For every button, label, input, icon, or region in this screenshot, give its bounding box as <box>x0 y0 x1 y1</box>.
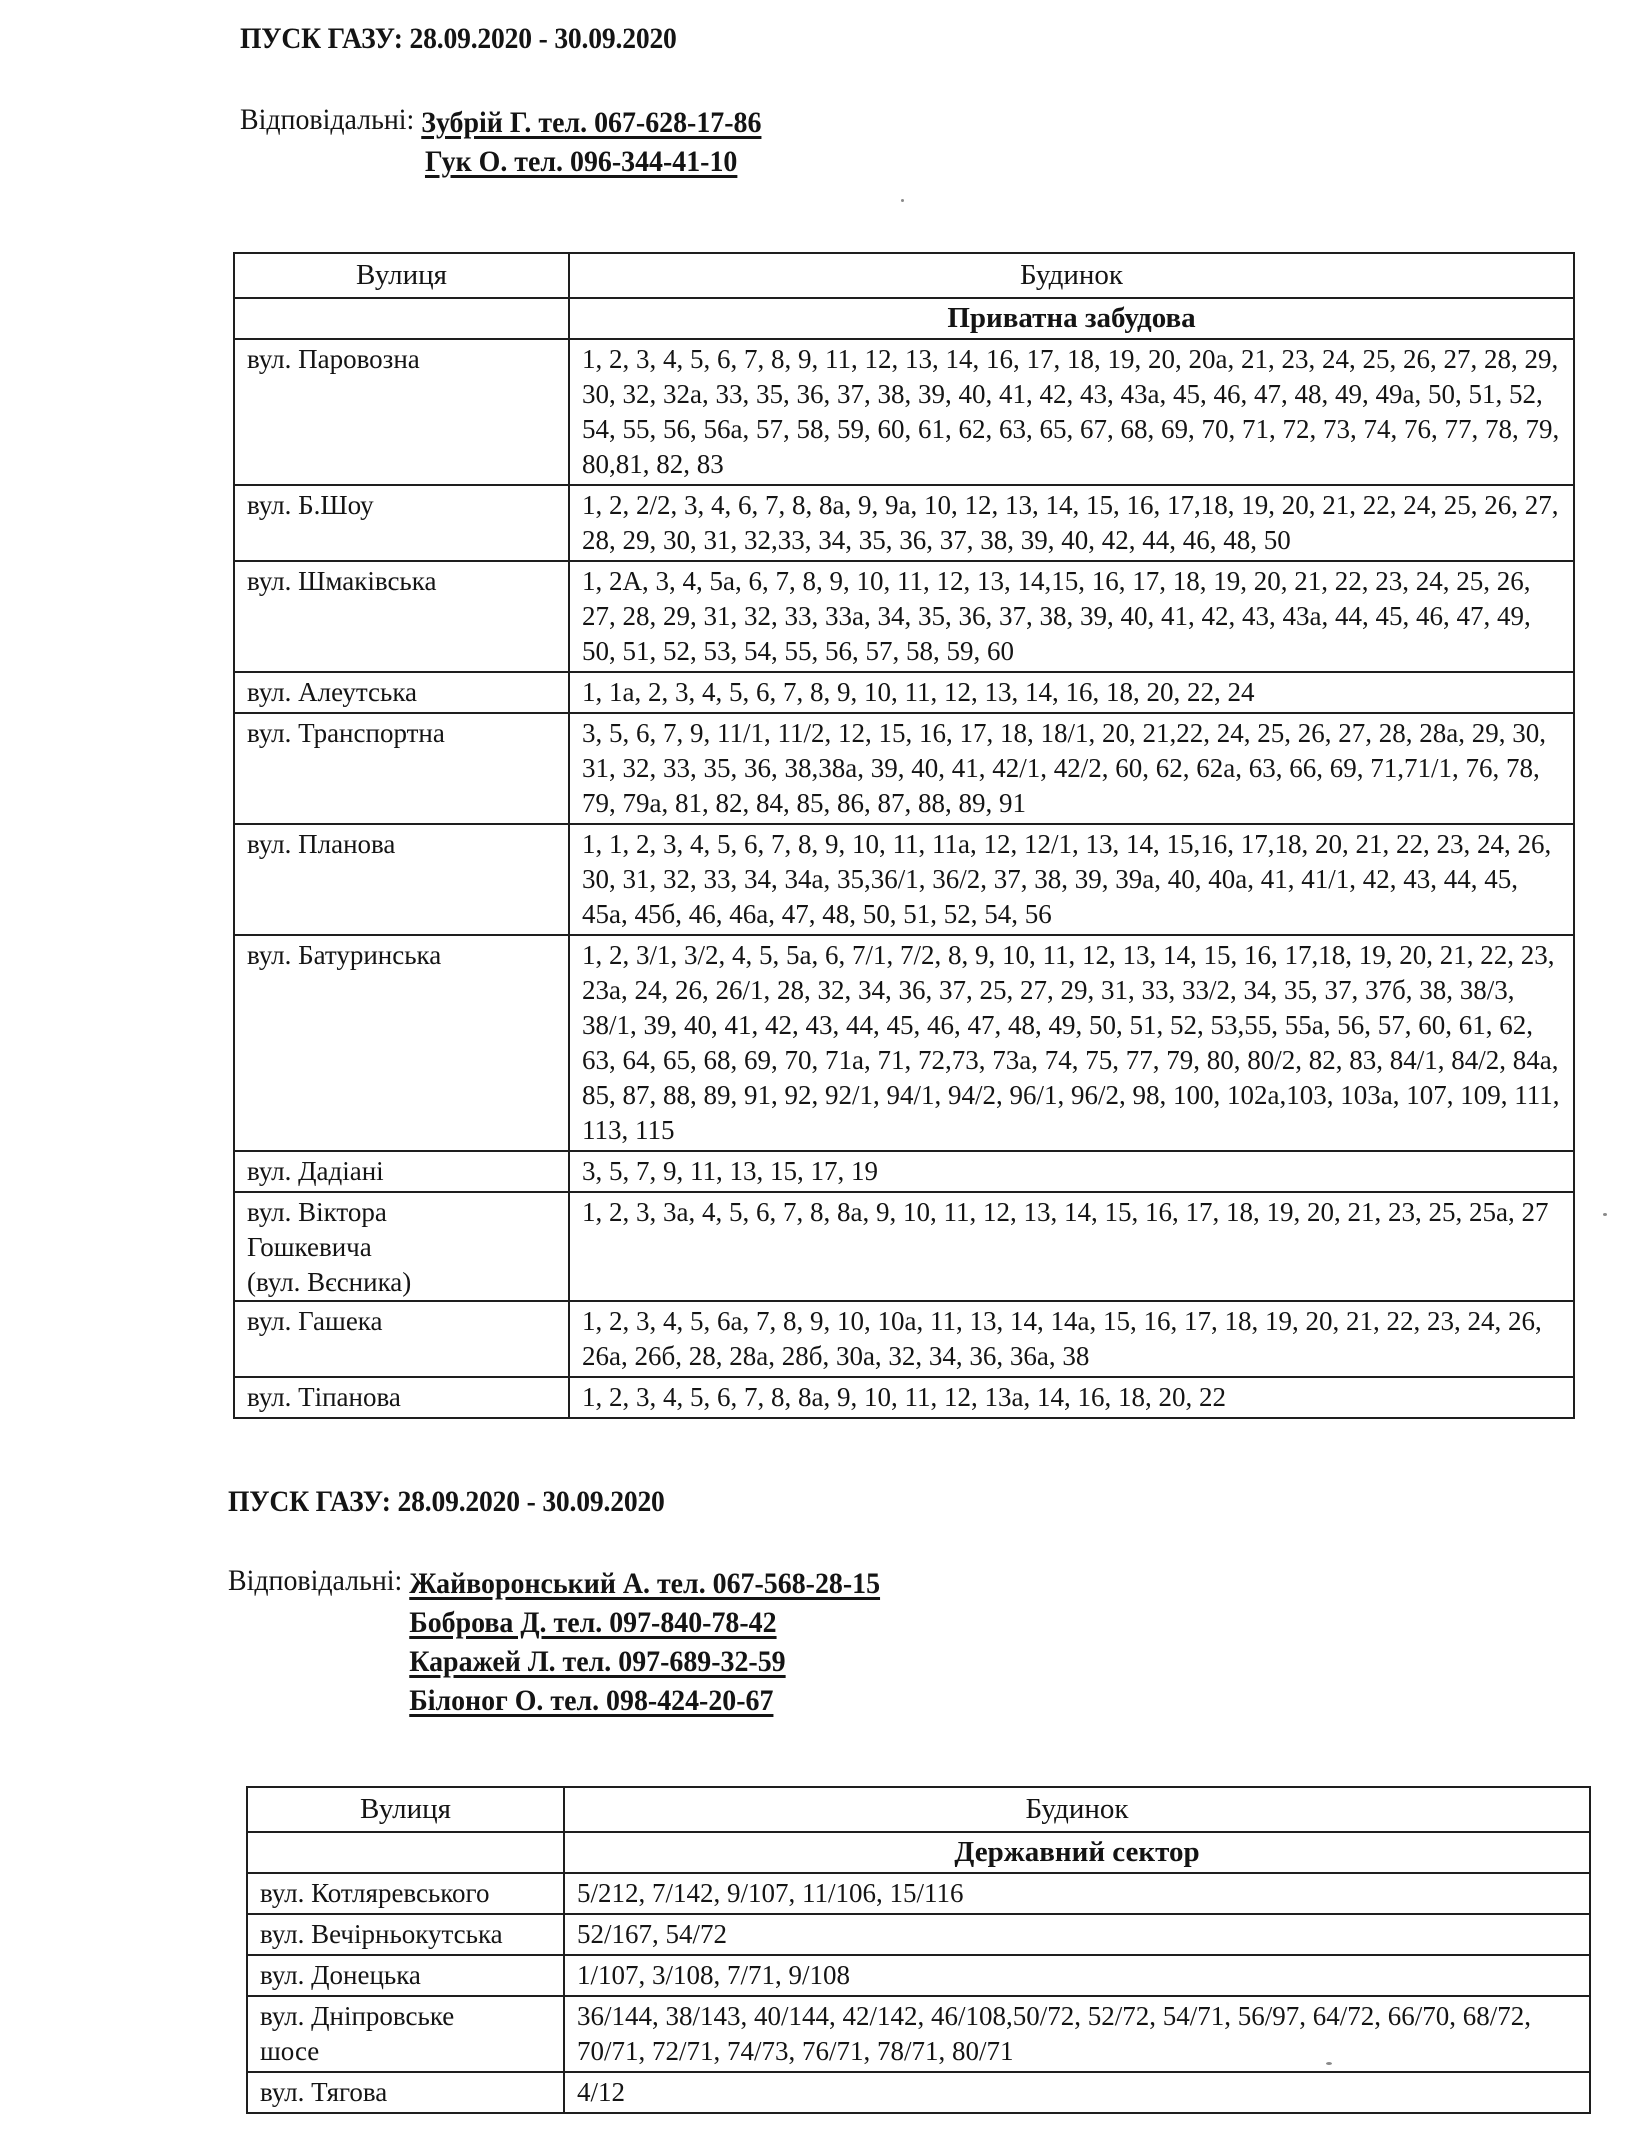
responsible-label: Відповідальні: <box>228 1564 403 1597</box>
street-name-cell: вул. Вечірньокутська <box>247 1914 564 1955</box>
house-numbers-cell: 1, 1а, 2, 3, 4, 5, 6, 7, 8, 9, 10, 11, 12, 13, 14, 16, 18, 20, 22, 24 <box>569 672 1574 713</box>
table-row <box>247 1873 1590 1914</box>
street-name-cell: вул. Тягова <box>247 2072 564 2113</box>
table-subheader-row <box>234 298 1574 339</box>
responsible-person: Каражей Л. тел. 097-689-32-59 <box>409 1645 786 1678</box>
house-numbers-cell: 5/212, 7/142, 9/107, 11/106, 15/116 <box>564 1873 1590 1914</box>
street-name-cell: вул. Гашека <box>234 1301 569 1377</box>
house-numbers-cell: 1, 2, 2/2, 3, 4, 6, 7, 8, 8а, 9, 9а, 10, 12, 13, 14, 15, 16, 17,18, 19, 20, 21, 22, 24, 25, 26, 27, 28, 29, 30, 31, 32,33, 34, 35, 36, 37, 38, 39, 40, 42, 44, 46, 48, 50 <box>569 485 1574 561</box>
scan-speck <box>1603 1213 1607 1216</box>
table-row <box>234 485 1574 561</box>
table-row <box>247 1996 1590 2072</box>
house-numbers-cell: 1, 1, 2, 3, 4, 5, 6, 7, 8, 9, 10, 11, 11а, 12, 12/1, 13, 14, 15,16, 17,18, 20, 21, 22, 23, 24, 26, 30, 31, 32, 33, 34, 34а, 35,36/1, 36/2, 37, 38, 39, 39а, 40, 40а, 41, 41/1, 42, 43, 44, 45, 45а, 45б, 46, 46а, 47, 48, 50, 51, 52, 54, 56 <box>569 824 1574 935</box>
house-numbers-cell: 1, 2, 3, 3а, 4, 5, 6, 7, 8, 8а, 9, 10, 11, 12, 13, 14, 15, 16, 17, 18, 19, 20, 21, 23, 25, 25а, 27 <box>569 1192 1574 1301</box>
responsible-list <box>409 1564 880 1720</box>
table-row <box>247 1914 1590 1955</box>
table-row <box>247 2072 1590 2113</box>
street-name-cell: вул. Донецька <box>247 1955 564 1996</box>
street-name-cell: вул. Віктора Гошкевича (вул. Вєсника) <box>234 1192 569 1301</box>
table-row <box>234 824 1574 935</box>
table-row <box>234 1151 1574 1192</box>
subheader-empty-cell <box>234 298 569 339</box>
section-2-title: ПУСК ГАЗУ: 28.09.2020 - 30.09.2020 <box>228 1485 665 1518</box>
responsible-person: Гук О. тел. 096-344-41-10 <box>424 145 738 178</box>
table-subheader-row <box>247 1832 1590 1873</box>
table-row <box>234 1377 1574 1418</box>
responsible-person: Зубрій Г. тел. 067-628-17-86 <box>421 106 762 139</box>
table-row <box>234 672 1574 713</box>
responsible-person: Боброва Д. тел. 097-840-78-42 <box>409 1606 777 1639</box>
table-row <box>234 713 1574 824</box>
table-row <box>234 935 1574 1151</box>
street-name-cell: вул. Алеутська <box>234 672 569 713</box>
table-row <box>247 1955 1590 1996</box>
street-name-cell: вул. Батуринська <box>234 935 569 1151</box>
street-name-cell: вул. Паровозна <box>234 339 569 485</box>
responsible-person: Білоног О. тел. 098-424-20-67 <box>409 1684 774 1717</box>
house-numbers-cell: 3, 5, 6, 7, 9, 11/1, 11/2, 12, 15, 16, 17, 18, 18/1, 20, 21,22, 24, 25, 26, 27, 28, 28а, 29, 30, 31, 32, 33, 35, 36, 38,38а, 39, 40, 41, 42/1, 42/2, 60, 62, 62а, 63, 66, 69, 71,71/1, 76, 78, 79, 79а, 81, 82, 84, 85, 86, 87, 88, 89, 91 <box>569 713 1574 824</box>
house-numbers-cell: 52/167, 54/72 <box>564 1914 1590 1955</box>
table-row <box>234 1301 1574 1377</box>
table-subheader: Приватна забудова <box>569 298 1574 339</box>
column-header-house: Будинок <box>569 253 1574 298</box>
street-name-cell: вул. Шмаківська <box>234 561 569 672</box>
responsible-person: Жайворонський А. тел. 067-568-28-15 <box>409 1567 881 1600</box>
section-1-title: ПУСК ГАЗУ: 28.09.2020 - 30.09.2020 <box>240 22 677 55</box>
street-name-cell: вул. Котляревського <box>247 1873 564 1914</box>
section-2-responsible <box>228 1564 880 1720</box>
street-name-cell: вул. Б.Шоу <box>234 485 569 561</box>
house-numbers-cell: 1, 2, 3, 4, 5, 6, 7, 8, 9, 11, 12, 13, 14, 16, 17, 18, 19, 20, 20а, 21, 23, 24, 25, 26, 27, 28, 29, 30, 32, 32а, 33, 35, 36, 37, 38, 39, 40, 41, 42, 43, 43а, 45, 46, 47, 48, 49, 49а, 50, 51, 52, 54, 55, 56, 56а, 57, 58, 59, 60, 61, 62, 63, 65, 67, 68, 69, 70, 71, 72, 73, 74, 76, 77, 78, 79, 80,81, 82, 83 <box>569 339 1574 485</box>
street-name-cell: вул. Дніпровське шосе <box>247 1996 564 2072</box>
street-name-cell: вул. Планова <box>234 824 569 935</box>
street-name-cell: вул. Тіпанова <box>234 1377 569 1418</box>
table-header-row <box>247 1787 1590 1832</box>
section-1-responsible <box>240 103 761 181</box>
section-1-table <box>233 252 1575 1419</box>
table-row <box>234 561 1574 672</box>
house-numbers-cell: 1, 2, 3/1, 3/2, 4, 5, 5а, 6, 7/1, 7/2, 8, 9, 10, 11, 12, 13, 14, 15, 16, 17,18, 19, 20, 21, 22, 23, 23а, 24, 26, 26/1, 28, 32, 34, 36, 37, 25, 27, 29, 31, 33, 33/2, 34, 35, 37, 37б, 38, 38/3, 38/1, 39, 40, 41, 42, 43, 44, 45, 46, 47, 48, 49, 50, 51, 52, 53,55, 55а, 56, 57, 60, 61, 62, 63, 64, 65, 68, 69, 70, 71а, 71, 72,73, 73а, 74, 75, 77, 79, 80, 80/2, 82, 83, 84/1, 84/2, 84а, 85, 87, 88, 89, 91, 92, 92/1, 94/1, 94/2, 96/1, 96/2, 98, 100, 102а,103, 103а, 107, 109, 111, 113, 115 <box>569 935 1574 1151</box>
column-header-street: Вулиця <box>234 253 569 298</box>
table-header-row <box>234 253 1574 298</box>
house-numbers-cell: 1, 2А, 3, 4, 5а, 6, 7, 8, 9, 10, 11, 12, 13, 14,15, 16, 17, 18, 19, 20, 21, 22, 23, 24, 25, 26, 27, 28, 29, 31, 32, 33, 33а, 34, 35, 36, 37, 38, 39, 40, 41, 42, 43, 43а, 44, 45, 46, 47, 49, 50, 51, 52, 53, 54, 55, 56, 57, 58, 59, 60 <box>569 561 1574 672</box>
table-row <box>234 339 1574 485</box>
house-numbers-cell: 4/12 <box>564 2072 1590 2113</box>
table-subheader: Державний сектор <box>564 1832 1590 1873</box>
house-numbers-cell: 36/144, 38/143, 40/144, 42/142, 46/108,50/72, 52/72, 54/71, 56/97, 64/72, 66/70, 68/72, 70/71, 72/71, 74/73, 76/71, 78/71, 80/71 <box>564 1996 1590 2072</box>
table-row <box>234 1192 1574 1301</box>
responsible-label: Відповідальні: <box>240 103 415 136</box>
section-2-table <box>246 1786 1591 2114</box>
house-numbers-cell: 3, 5, 7, 9, 11, 13, 15, 17, 19 <box>569 1151 1574 1192</box>
house-numbers-cell: 1, 2, 3, 4, 5, 6а, 7, 8, 9, 10, 10а, 11, 13, 14, 14а, 15, 16, 17, 18, 19, 20, 21, 22, 23, 24, 26, 26а, 26б, 28, 28а, 28б, 30а, 32, 34, 36, 36а, 38 <box>569 1301 1574 1377</box>
scan-speck <box>1326 2062 1332 2065</box>
scan-speck <box>901 199 904 202</box>
house-numbers-cell: 1, 2, 3, 4, 5, 6, 7, 8, 8а, 9, 10, 11, 12, 13а, 14, 16, 18, 20, 22 <box>569 1377 1574 1418</box>
responsible-list <box>421 103 761 181</box>
house-numbers-cell: 1/107, 3/108, 7/71, 9/108 <box>564 1955 1590 1996</box>
subheader-empty-cell <box>247 1832 564 1873</box>
street-name-cell: вул. Дадіані <box>234 1151 569 1192</box>
column-header-street: Вулиця <box>247 1787 564 1832</box>
street-name-cell: вул. Транспортна <box>234 713 569 824</box>
column-header-house: Будинок <box>564 1787 1590 1832</box>
